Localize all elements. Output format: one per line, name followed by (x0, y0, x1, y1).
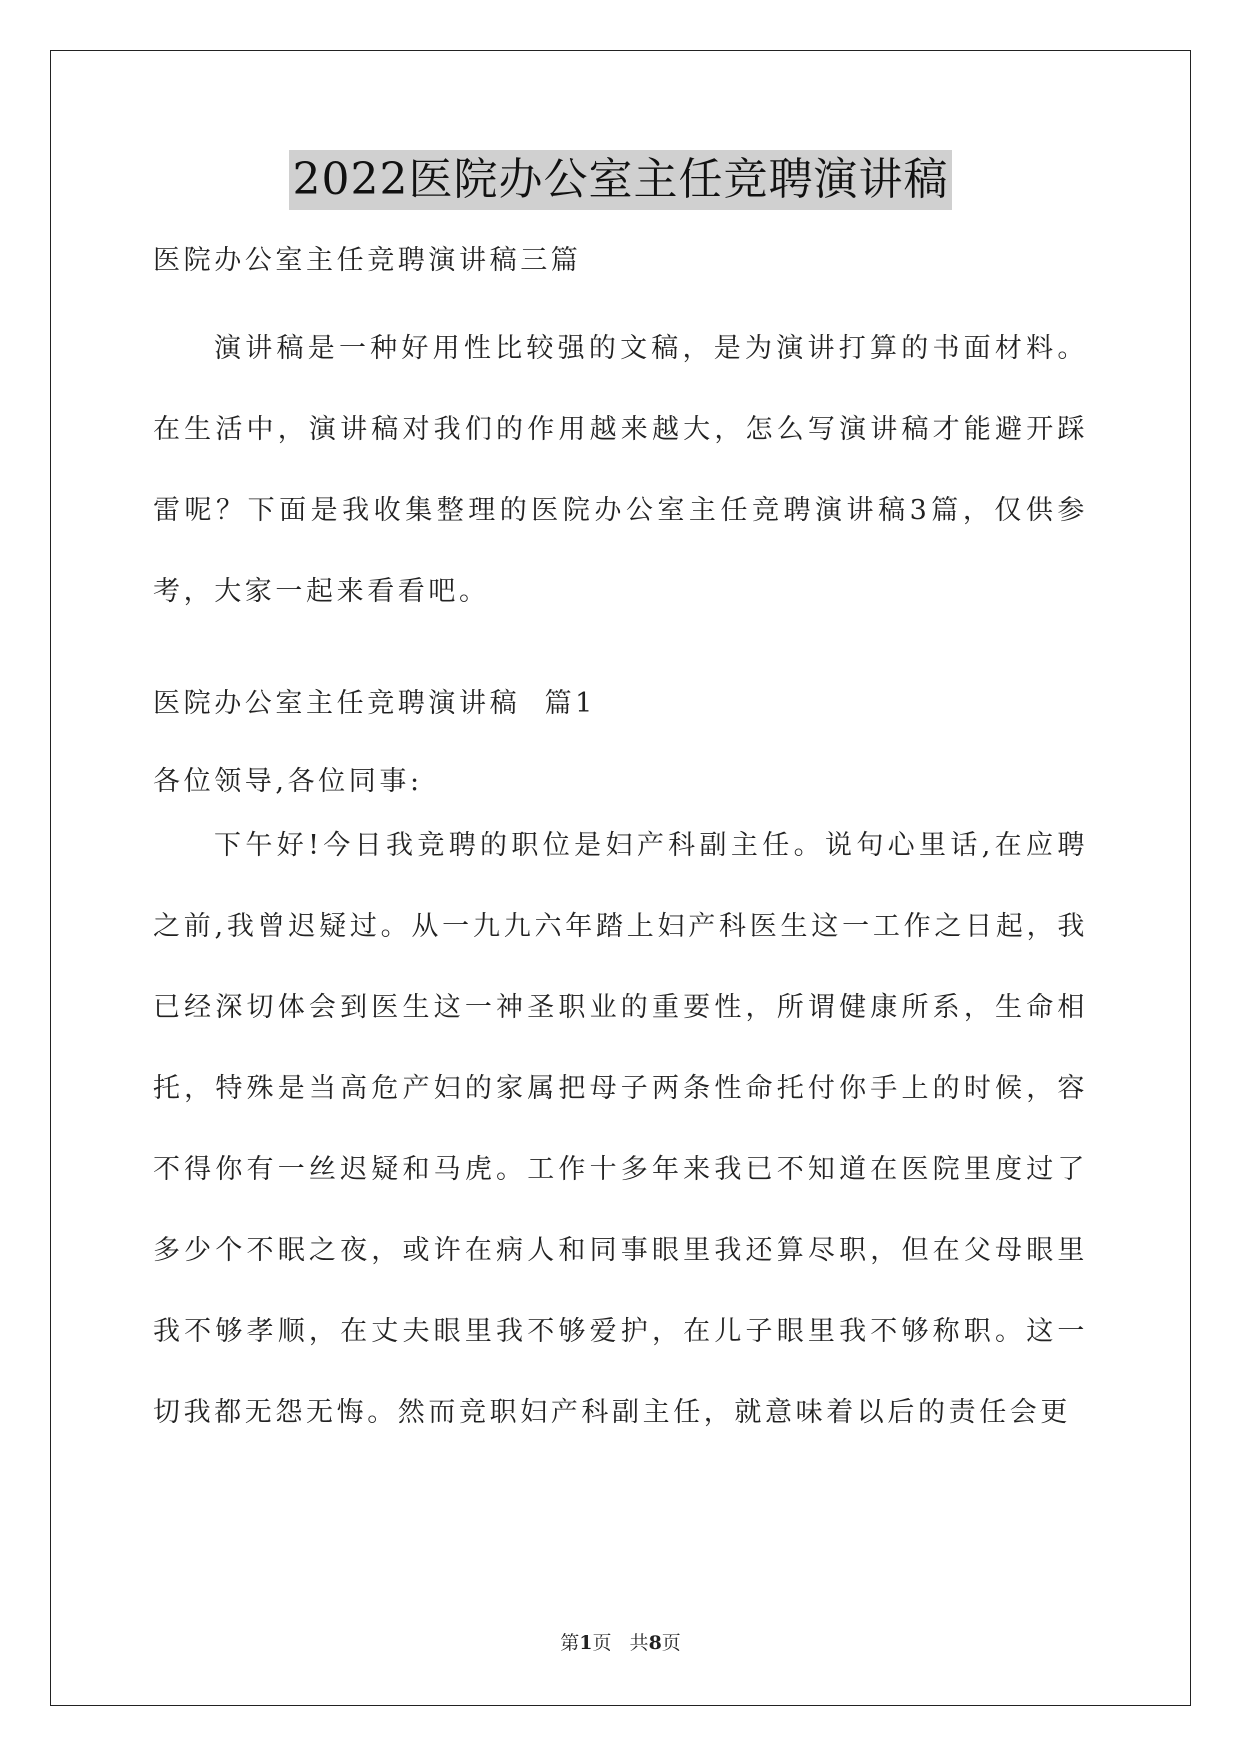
footer-prefix: 第 (560, 1632, 580, 1654)
page-footer (0, 1628, 1241, 1655)
footer-total-pages: 8 (648, 1632, 662, 1654)
footer-page-number: 1 (579, 1632, 593, 1654)
footer-suffix: 页 (661, 1632, 681, 1654)
salutation: 各位领导,各位同事: (153, 766, 423, 797)
document-title: 2022医院办公室主任竞聘演讲稿 (289, 150, 953, 210)
document-subtitle: 医院办公室主任竞聘演讲稿三篇 (153, 245, 582, 276)
title-container (0, 150, 1241, 210)
intro-paragraph: 演讲稿是一种好用性比较强的文稿，是为演讲打算的书面材料。在生活中，演讲稿对我们的作用越来越大，怎么写演讲稿才能避开踩雷呢？下面是我收集整理的医院办公室主任竞聘演讲稿3篇，仅供参考，大家一起来看看吧。 (153, 333, 1088, 607)
body-paragraph: 下午好!今日我竞聘的职位是妇产科副主任。说句心里话,在应聘之前,我曾迟疑过。从一九九六年踏上妇产科医生这一工作之日起，我已经深切体会到医生这一神圣职业的重要性，所谓健康所系，生命相托，特殊是当高危产妇的家属把母子两条性命托付你手上的时候，容不得你有一丝迟疑和马虎。工作十多年来我已不知道在医院里度过了多少个不眠之夜，或许在病人和同事眼里我还算尽职，但在父母眼里我不够孝顺，在丈夫眼里我不够爱护，在儿子眼里我不够称职。这一切我都无怨无悔。然而竞职妇产科副主任，就意味着以后的责任会更 (153, 830, 1088, 1428)
footer-middle: 页 共 (592, 1632, 649, 1654)
section-heading: 医院办公室主任竞聘演讲稿 篇1 (153, 688, 596, 719)
